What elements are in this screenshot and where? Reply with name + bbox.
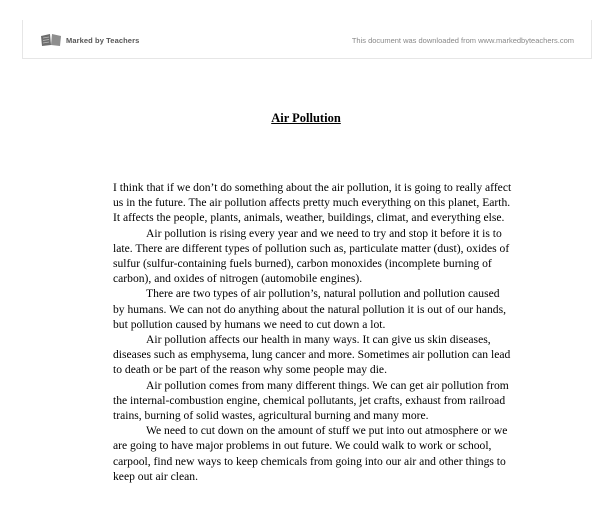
document-body — [113, 180, 512, 484]
paragraph-2: Air pollution is rising every year and we need to try and stop it before it is to late. There are different types of pollution such as, particulate matter (dust), oxides of sulfur (sulfur-containing fuels burned), carbon monoxides (incomplete burning of carbon), and oxides of nitrogen (automobile engines). — [113, 226, 510, 286]
paragraph-1: I think that if we don’t do something about the air pollution, it is going to really affect us in the future. The air pollution affects pretty much everything on this planet, Earth. It affects the people, plants, animals, weather, buildings, climat, and everything else. — [113, 181, 512, 225]
logo — [40, 33, 139, 47]
document-title: Air Pollution — [271, 111, 341, 125]
logo-text: Marked by Teachers — [66, 35, 140, 45]
download-note: This document was downloaded from www.markedbyteachers.com — [351, 36, 574, 45]
book-logo-icon — [40, 33, 62, 47]
paragraph-3: There are two types of air pollution’s, natural pollution and pollution caused by humans. We can not do anything about the natural pollution it is out of our hands, but pollution caused by humans we need to cut down a lot. — [113, 287, 506, 331]
header-border-right — [591, 20, 592, 58]
paragraph-5: Air pollution comes from many different things. We can get air pollution from the internal-combustion engine, chemical pollutants, jet crafts, exhaust from railroad trains, burning of solid wastes, agricultural burning and many more. — [113, 378, 509, 423]
page-header — [0, 0, 612, 62]
paragraph-4: Air pollution affects our health in many ways. It can give us skin diseases, diseases such as emphysema, lung cancer and more. Sometimes air pollution can lead to death or be part of the reason why some people may die. — [113, 333, 511, 377]
paragraph-6: We need to cut down on the amount of stuff we put into out atmosphere or we are going to have major problems in out future. We could walk to work or school, carpool, find new ways to keep chemicals from going into our air and other things to keep out air clean. — [113, 424, 508, 483]
header-border-left — [22, 20, 23, 58]
header-rule — [22, 58, 592, 59]
